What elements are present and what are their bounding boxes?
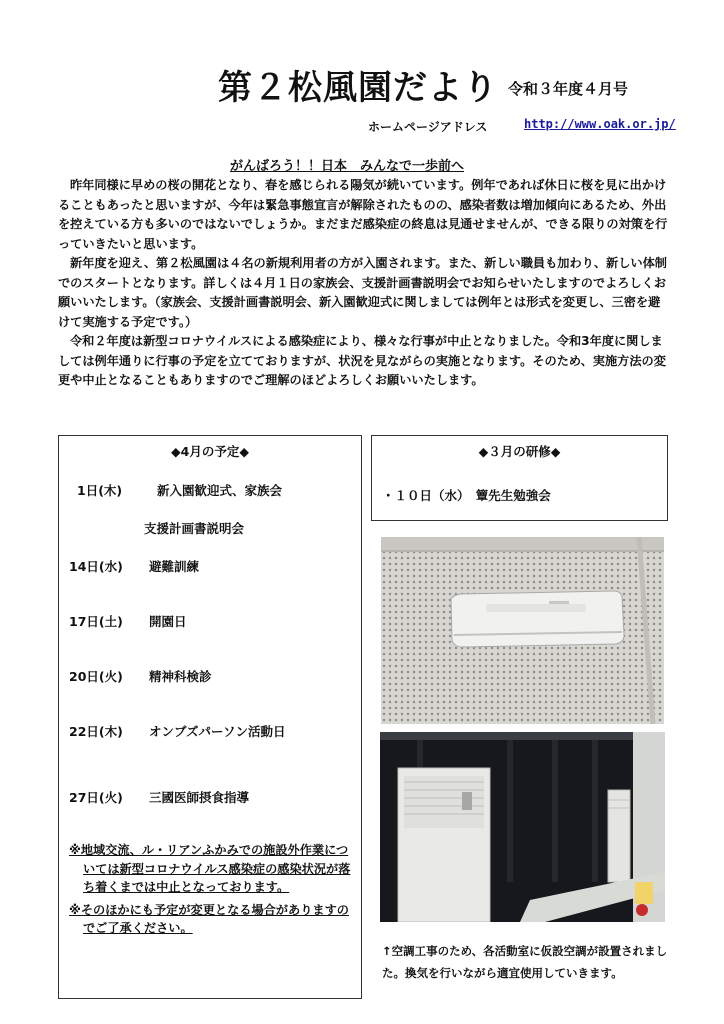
- schedule-item: [69, 612, 187, 630]
- homepage-link[interactable]: http://www.oak.or.jp/: [524, 117, 676, 131]
- schedule-title: ◆4月の予定◆: [171, 444, 249, 459]
- intro-paragraph: 新年度を迎え、第２松風園は４名の新規利用者の方が入園されます。また、新しい職員も加わり、新しい体制でのスタートとなります。詳しくは４月１日の家族会、支援計画書説明会でお知らせいたしますのでよろしくお願いいたします。（家族会、支援計画書説明会、新入園歓迎式に関しましては例年とは形式を変更し、三密を避けて実施する予定です。）: [58, 256, 667, 329]
- schedule-event: 新入園歓迎式、家族会: [157, 483, 283, 498]
- schedule-item: [69, 788, 249, 806]
- schedule-item: [144, 519, 244, 537]
- schedule-date: 14日(水): [69, 559, 123, 574]
- training-item: ・１０日（水） 簟先生勉強会: [382, 488, 551, 503]
- schedule-item: [69, 722, 286, 740]
- schedule-item: [69, 557, 199, 575]
- air-conditioner-photo: [381, 537, 664, 724]
- schedule-event: 避難訓練: [149, 559, 200, 574]
- schedule-box: [58, 435, 362, 999]
- photo-caption: ↑空調工事のため、各活動室に仮設空調が設置されました。換気を行いながら適宜使用していきます。: [382, 944, 668, 980]
- schedule-date: 22日(木): [69, 724, 123, 739]
- schedule-note: [69, 901, 359, 938]
- temporary-aircon-illustration: [380, 732, 665, 922]
- schedule-date: 27日(火): [69, 790, 123, 805]
- schedule-item: [77, 481, 282, 499]
- intro-body: [58, 176, 670, 391]
- intro-paragraph: 昨年同様に早めの桜の開花となり、春を感じられる陽気が続いています。例年であれば休日に桜を見に出かけることもあったと思いますが、今年は緊急事態宣言が解除されたものの、感染者数は増加傾向にあるため、外出を控えている方も多いのではないでしょうか。まだまだ感染症の終息は見通せませんが、できる限りの対策を行っていきたいと思います。: [58, 178, 668, 251]
- schedule-event: 支援計画書説明会: [144, 521, 245, 536]
- temporary-aircon-photo: [380, 732, 665, 922]
- schedule-date: 20日(火): [69, 669, 123, 684]
- intro-headline: がんばろう！！日本 みんなで一歩前へ: [230, 159, 465, 174]
- air-conditioner-illustration: [381, 537, 664, 724]
- newsletter-title: 第２松風園だより: [218, 68, 498, 108]
- issue-label: 令和３年度４月号: [508, 80, 629, 98]
- homepage-label: ホームページアドレス: [368, 120, 488, 134]
- schedule-note-text: ※そのほかにも予定が変更となる場合がありますのでご了承ください。: [69, 902, 349, 935]
- training-title: ◆３月の研修◆: [478, 444, 561, 459]
- intro-paragraph: 令和２年度は新型コロナウイルスによる感染症により、様々な行事が中止となりました。令和3年度に関しましては例年通りに行事の予定を立てておりますが、状況を見ながらの実施となります。そのため、実施方法の変更や中止となることもありますのでご理解のほどよろしくお願いいたします。: [58, 334, 666, 387]
- training-box: [371, 435, 668, 521]
- schedule-item: [69, 667, 212, 685]
- schedule-event: オンブズパーソン活動日: [149, 724, 286, 739]
- schedule-event: 精神科検診: [149, 669, 212, 684]
- schedule-event: 三國医師摂食指導: [149, 790, 250, 805]
- schedule-note-text: ※地域交流、ル・リアンふかみでの施設外作業については新型コロナウイルス感染症の感染状況が落ち着くまでは中止となっております。: [69, 843, 351, 894]
- schedule-event: 開園日: [149, 614, 187, 629]
- schedule-date: 1日(木): [77, 483, 123, 498]
- schedule-note: [69, 841, 359, 897]
- schedule-date: 17日(土): [69, 614, 123, 629]
- schedule-notes: [69, 841, 359, 942]
